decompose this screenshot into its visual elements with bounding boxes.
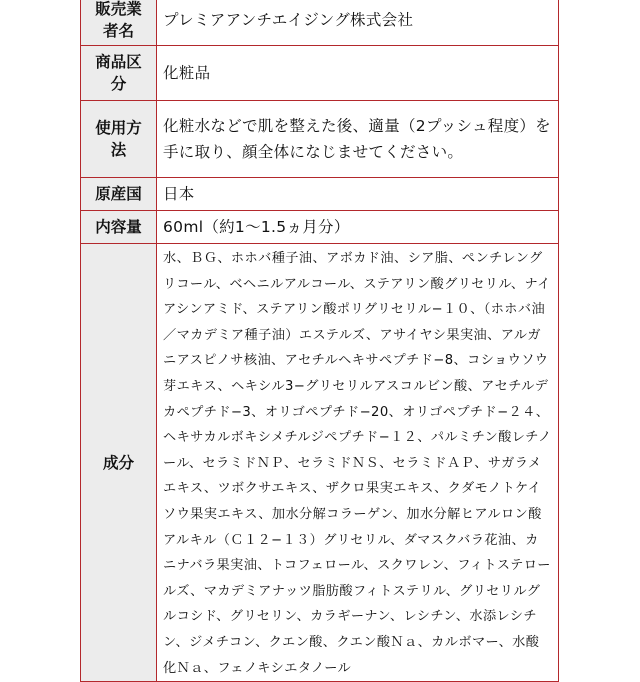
origin-row: [81, 178, 559, 211]
ingredients-label: 成分: [81, 244, 157, 682]
seller-label: 販売業者名: [81, 0, 157, 46]
volume-label: 内容量: [81, 211, 157, 244]
seller-value: プレミアアンチエイジング株式会社: [157, 0, 559, 46]
usage-row: [81, 101, 559, 178]
volume-row: [81, 211, 559, 244]
category-value: 化粧品: [157, 46, 559, 101]
origin-label: 原産国: [81, 178, 157, 211]
usage-value: 化粧水などで肌を整えた後、適量（2プッシュ程度）を手に取り、顔全体になじませてください。: [157, 101, 559, 178]
usage-label: 使用方法: [81, 101, 157, 178]
category-row: [81, 46, 559, 101]
ingredients-value: 水、ＢＧ、ホホバ種子油、アボカド油、シア脂、ペンチレングリコール、ベヘニルアルコール、ステアリン酸グリセリル、ナイアシンアミド、ステアリン酸ポリグリセリル−１０、（ホホバ油／マカデミア種子油）エステルズ、アサイヤシ果実油、アルガニアスピノサ核油、アセチルヘキサペプチド−8、コショウソウ芽エキス、ヘキシル3−グリセリルアスコルビン酸、アセチルデカペプチド−3、オリゴペプチド−20、オリゴペプチド−２４、ヘキサカルボキシメチルジペプチド−１２、パルミチン酸レチノール、セラミドＮＰ、セラミドＮＳ、セラミドＡＰ、サガラメエキス、ツボクサエキス、ザクロ果実エキス、クダモノトケイソウ果実エキス、加水分解コラーゲン、加水分解ヒアルロン酸アルキル（Ｃ１２−１３）グリセリル、ダマスクバラ花油、カニナバラ果実油、トコフェロール、スクワレン、フィトステロールズ、マカデミアナッツ脂肪酸フィトステリル、グリセリルグルコシド、グリセリン、カラギーナン、レシチン、水添レシチン、ジメチコン、クエン酸、クエン酸Ｎａ、カルボマー、水酸化Ｎａ、フェノキシエタノール: [157, 244, 559, 682]
seller-row: [81, 0, 559, 46]
ingredients-row: [81, 244, 559, 682]
origin-value: 日本: [157, 178, 559, 211]
volume-value: 60ml（約1〜1.5ヵ月分）: [157, 211, 559, 244]
product-info-table: [80, 0, 559, 682]
category-label: 商品区分: [81, 46, 157, 101]
